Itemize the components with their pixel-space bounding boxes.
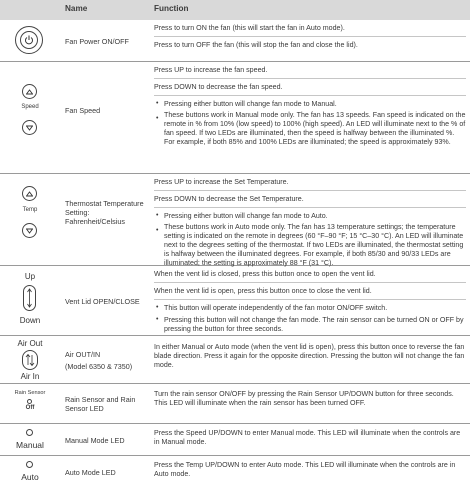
auto-led-icon bbox=[26, 461, 33, 468]
row-name: Vent Lid OPEN/CLOSE bbox=[65, 296, 140, 306]
manual-label: Manual bbox=[16, 440, 44, 450]
row-name: Air OUT/IN bbox=[65, 349, 101, 359]
rain-off-label: Off bbox=[25, 405, 35, 411]
speed-up-icon bbox=[22, 84, 37, 99]
temp-up-icon bbox=[22, 186, 37, 201]
rain-sensor-led-icon bbox=[27, 399, 32, 404]
air-direction-button-icon bbox=[22, 350, 38, 370]
function-line: Press the Temp UP/DOWN to enter Auto mode. This LED will illuminate when the controls are in Auto mode. bbox=[154, 461, 456, 478]
manual-led-icon bbox=[26, 429, 33, 436]
table-row-manual-led bbox=[0, 424, 470, 456]
swap-arrows-icon bbox=[23, 351, 37, 369]
air-in-label: Air In bbox=[20, 372, 40, 381]
function-bullet: • Pressing either button will change fan mode to Manual. bbox=[154, 96, 466, 112]
vent-up-label: Up bbox=[24, 272, 36, 281]
up-down-arrows-icon bbox=[24, 286, 35, 310]
rain-sensor-label: Rain Sensor bbox=[14, 390, 46, 396]
function-bullet: • These buttons work in Auto mode only. The fan has 13 temperature settings; the temperature setting is indicated on the remote in degrees (60 °F–90 °F; 15 °C–30 °C). An LED will illuminate next to the degrees setting of the thermostat. If two LEDs are illuminated, the thermostat setting is halfway between the illuminated degrees. For example, if both 85/30 and 90/33 LEDs are illuminated; the setting is approximately 88 °F (31 °C). bbox=[154, 223, 466, 270]
table-header bbox=[0, 0, 470, 20]
auto-label: Auto bbox=[21, 472, 39, 482]
row-name: Fan Power ON/OFF bbox=[65, 36, 129, 46]
row-name: Rain Sensor and Rain Sensor LED bbox=[65, 395, 136, 413]
speed-label: Speed bbox=[21, 104, 39, 110]
function-line: When the vent lid is open, press this button once to close the vent lid. bbox=[154, 283, 466, 300]
table-row-rain-sensor bbox=[0, 384, 470, 424]
function-bullet: • Pressing this button will not change the fan mode. The rain sensor can be turned ON or OFF by pressing the button for three seconds. bbox=[154, 312, 466, 337]
function-line: Press DOWN to decrease the fan speed. bbox=[154, 79, 466, 96]
row-model: (Model 6350 & 7350) bbox=[65, 361, 133, 371]
table-row-auto-led bbox=[0, 456, 470, 488]
function-bullet: • This button will operate independently of the fan motor ON/OFF switch. bbox=[154, 300, 466, 313]
header-function: Function bbox=[154, 4, 189, 13]
vent-down-label: Down bbox=[19, 316, 41, 325]
function-line: In either Manual or Auto mode (when the vent lid is open), press this button once to reverse the fan blade direction. Press it again for the opposite direction. Pressing the button will not change the fan mode. bbox=[154, 343, 465, 369]
row-name: Thermostat Temperature Setting: Fahrenheit/Celsius bbox=[65, 198, 144, 226]
function-line: Press to turn OFF the fan (this will stop the fan and close the lid). bbox=[154, 40, 358, 49]
vent-lid-button-icon bbox=[23, 285, 36, 311]
power-icon bbox=[24, 35, 34, 45]
row-name: Manual Mode LED bbox=[65, 435, 125, 445]
temp-label: Temp bbox=[22, 207, 38, 213]
power-button-icon bbox=[15, 26, 43, 54]
table-row-air-direction bbox=[0, 336, 470, 384]
function-line: Turn the rain sensor ON/OFF by pressing the Rain Sensor UP/DOWN button for three seconds. This LED will illuminate when the rain sensor has been turned OFF. bbox=[154, 390, 454, 407]
function-line: Press DOWN to decrease the Set Temperature. bbox=[154, 191, 466, 208]
air-out-label: Air Out bbox=[17, 339, 43, 348]
table-row-fan-power bbox=[0, 20, 470, 62]
function-line: Press UP to increase the fan speed. bbox=[154, 62, 466, 79]
speed-down-icon bbox=[22, 120, 37, 135]
function-line: Press to turn ON the fan (this will start the fan in Auto mode). bbox=[154, 20, 466, 37]
table-row-fan-speed bbox=[0, 62, 470, 174]
row-name: Fan Speed bbox=[65, 105, 101, 115]
table-row-temperature bbox=[0, 174, 470, 266]
function-line: Press the Speed UP/DOWN to enter Manual mode. This LED will illuminate when the controls are in Manual mode. bbox=[154, 429, 461, 446]
table-row-vent-lid bbox=[0, 266, 470, 336]
row-name: Auto Mode LED bbox=[65, 467, 116, 477]
function-bullet: • These buttons work in Manual mode only. The fan has 13 speeds. Fan speed is indicated on the remote in % from 10% (low speed) to 100% (high speed). An LED will illuminate next to the % of fan speed. If two LEDs are illuminated, then the speed is halfway between the illuminated %. For example, if both 85% and 100% LEDs are illuminated; the speed is approximately 93%. bbox=[154, 111, 466, 149]
function-line: Press UP to increase the Set Temperature. bbox=[154, 174, 466, 191]
function-line: When the vent lid is closed, press this button once to open the vent lid. bbox=[154, 266, 466, 283]
header-name: Name bbox=[65, 4, 88, 13]
temp-down-icon bbox=[22, 223, 37, 238]
function-bullet: • Pressing either button will change fan mode to Auto. bbox=[154, 208, 466, 224]
